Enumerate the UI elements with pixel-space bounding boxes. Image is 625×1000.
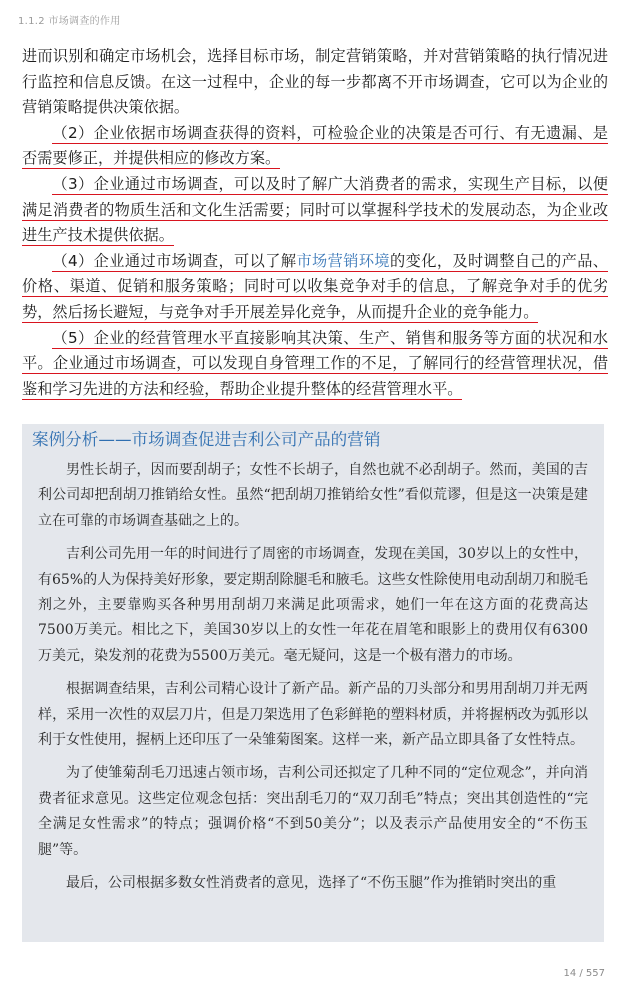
paragraph-point-5	[22, 326, 608, 403]
market-environment-link[interactable]: 市场营销环境	[296, 251, 391, 270]
page-number: 14 / 557	[563, 968, 605, 979]
paragraph-1: 进而识别和确定市场机会，选择目标市场，制定营销策略，并对营销策略的执行情况进行监控和信息反馈。在这一过程中，企业的每一步都离不开市场调查，它可以为企业的营销策略提供决策依据。	[22, 47, 608, 117]
underlined-text: （2）企业依据市场调查获得的资料，可检验企业的决策是否可行、有无遗漏、是否需要修正，并提供相应的修改方案。	[22, 123, 608, 168]
paragraph-point-3	[22, 172, 608, 249]
main-text	[22, 44, 608, 402]
running-header: 1.1.2 市场调查的作用	[18, 16, 121, 27]
case-study-body	[38, 458, 588, 897]
case-study-box	[22, 424, 604, 942]
case-paragraph: 最后，公司根据多数女性消费者的意见，选择了“不伤玉腿”作为推销时突出的重	[66, 875, 557, 892]
case-paragraph: 根据调查结果，吉利公司精心设计了新产品。新产品的刀头部分和男用刮胡刀并无两样，采用一次性的双层刀片，但是刀架选用了色彩鲜艳的塑料材质，并将握柄改为弧形以利于女性使用，握柄上还印压了一朵雏菊图案。这样一来，新产品立即具备了女性特点。	[38, 681, 588, 749]
case-paragraph: 为了使雏菊刮毛刀迅速占领市场，吉利公司还拟定了几种不同的“定位观念”，并向消费者征求意见。这些定位观念包括：突出刮毛刀的“双刀刮毛”特点；突出其创造性的“完全满足女性需求”的特点；强调价格“不到50美分”；以及表示产品使用安全的“不伤玉腿”等。	[38, 765, 588, 858]
underlined-text: （5）企业的经营管理水平直接影响其决策、生产、销售和服务等方面的状况和水平。企业通过市场调查，可以发现自身管理工作的不足，了解同行的经营管理状况，借鉴和学习先进的方法和经验，帮助企业提升整体的经营管理水平。	[22, 328, 608, 398]
case-paragraph: 男性长胡子，因而要刮胡子；女性不长胡子，自然也就不必刮胡子。然而，美国的吉利公司却把刮胡刀推销给女性。虽然“把刮胡刀推销给女性”看似荒谬，但是这一决策是建立在可靠的市场调查基础之上的。	[38, 462, 588, 529]
paragraph-point-4	[22, 249, 608, 326]
underlined-text	[22, 252, 608, 323]
case-study-title: 案例分析——市场调查促进吉利公司产品的营销	[32, 430, 381, 449]
text-segment: （4）企业通过市场调查，可以了解	[52, 251, 297, 270]
case-paragraph: 吉利公司先用一年的时间进行了周密的市场调查，发现在美国，30岁以上的女性中，有65%的人为保持美好形象，要定期刮除腿毛和腋毛。这些女性除使用电动刮胡刀和脱毛剂之外，主要靠购买各种男用刮胡刀来满足此项需求，她们一年在这方面的花费高达7500万美元。相比之下，美国30岁以上的女性一年花在眉笔和眼影上的费用仅有6300万美元，染发剂的花费为5500万美元。毫无疑问，这是一个极有潜力的市场。	[38, 546, 588, 664]
underlined-text: （3）企业通过市场调查，可以及时了解广大消费者的需求，实现生产目标，以便满足消费者的物质生活和文化生活需要；同时可以掌握科学技术的发展动态，为企业改进生产技术提供依据。	[22, 174, 608, 245]
paragraph-point-2	[22, 121, 608, 172]
text-segment: 的变化，及时调整自己的产品、价格、渠道、促销和服务策略；同时可以收集竞争对手的信息，了解竞争对手的优劣势，然后扬长避短，与竞争对手开展差异化竞争，从而提升企业的竞争能力。	[22, 251, 608, 321]
